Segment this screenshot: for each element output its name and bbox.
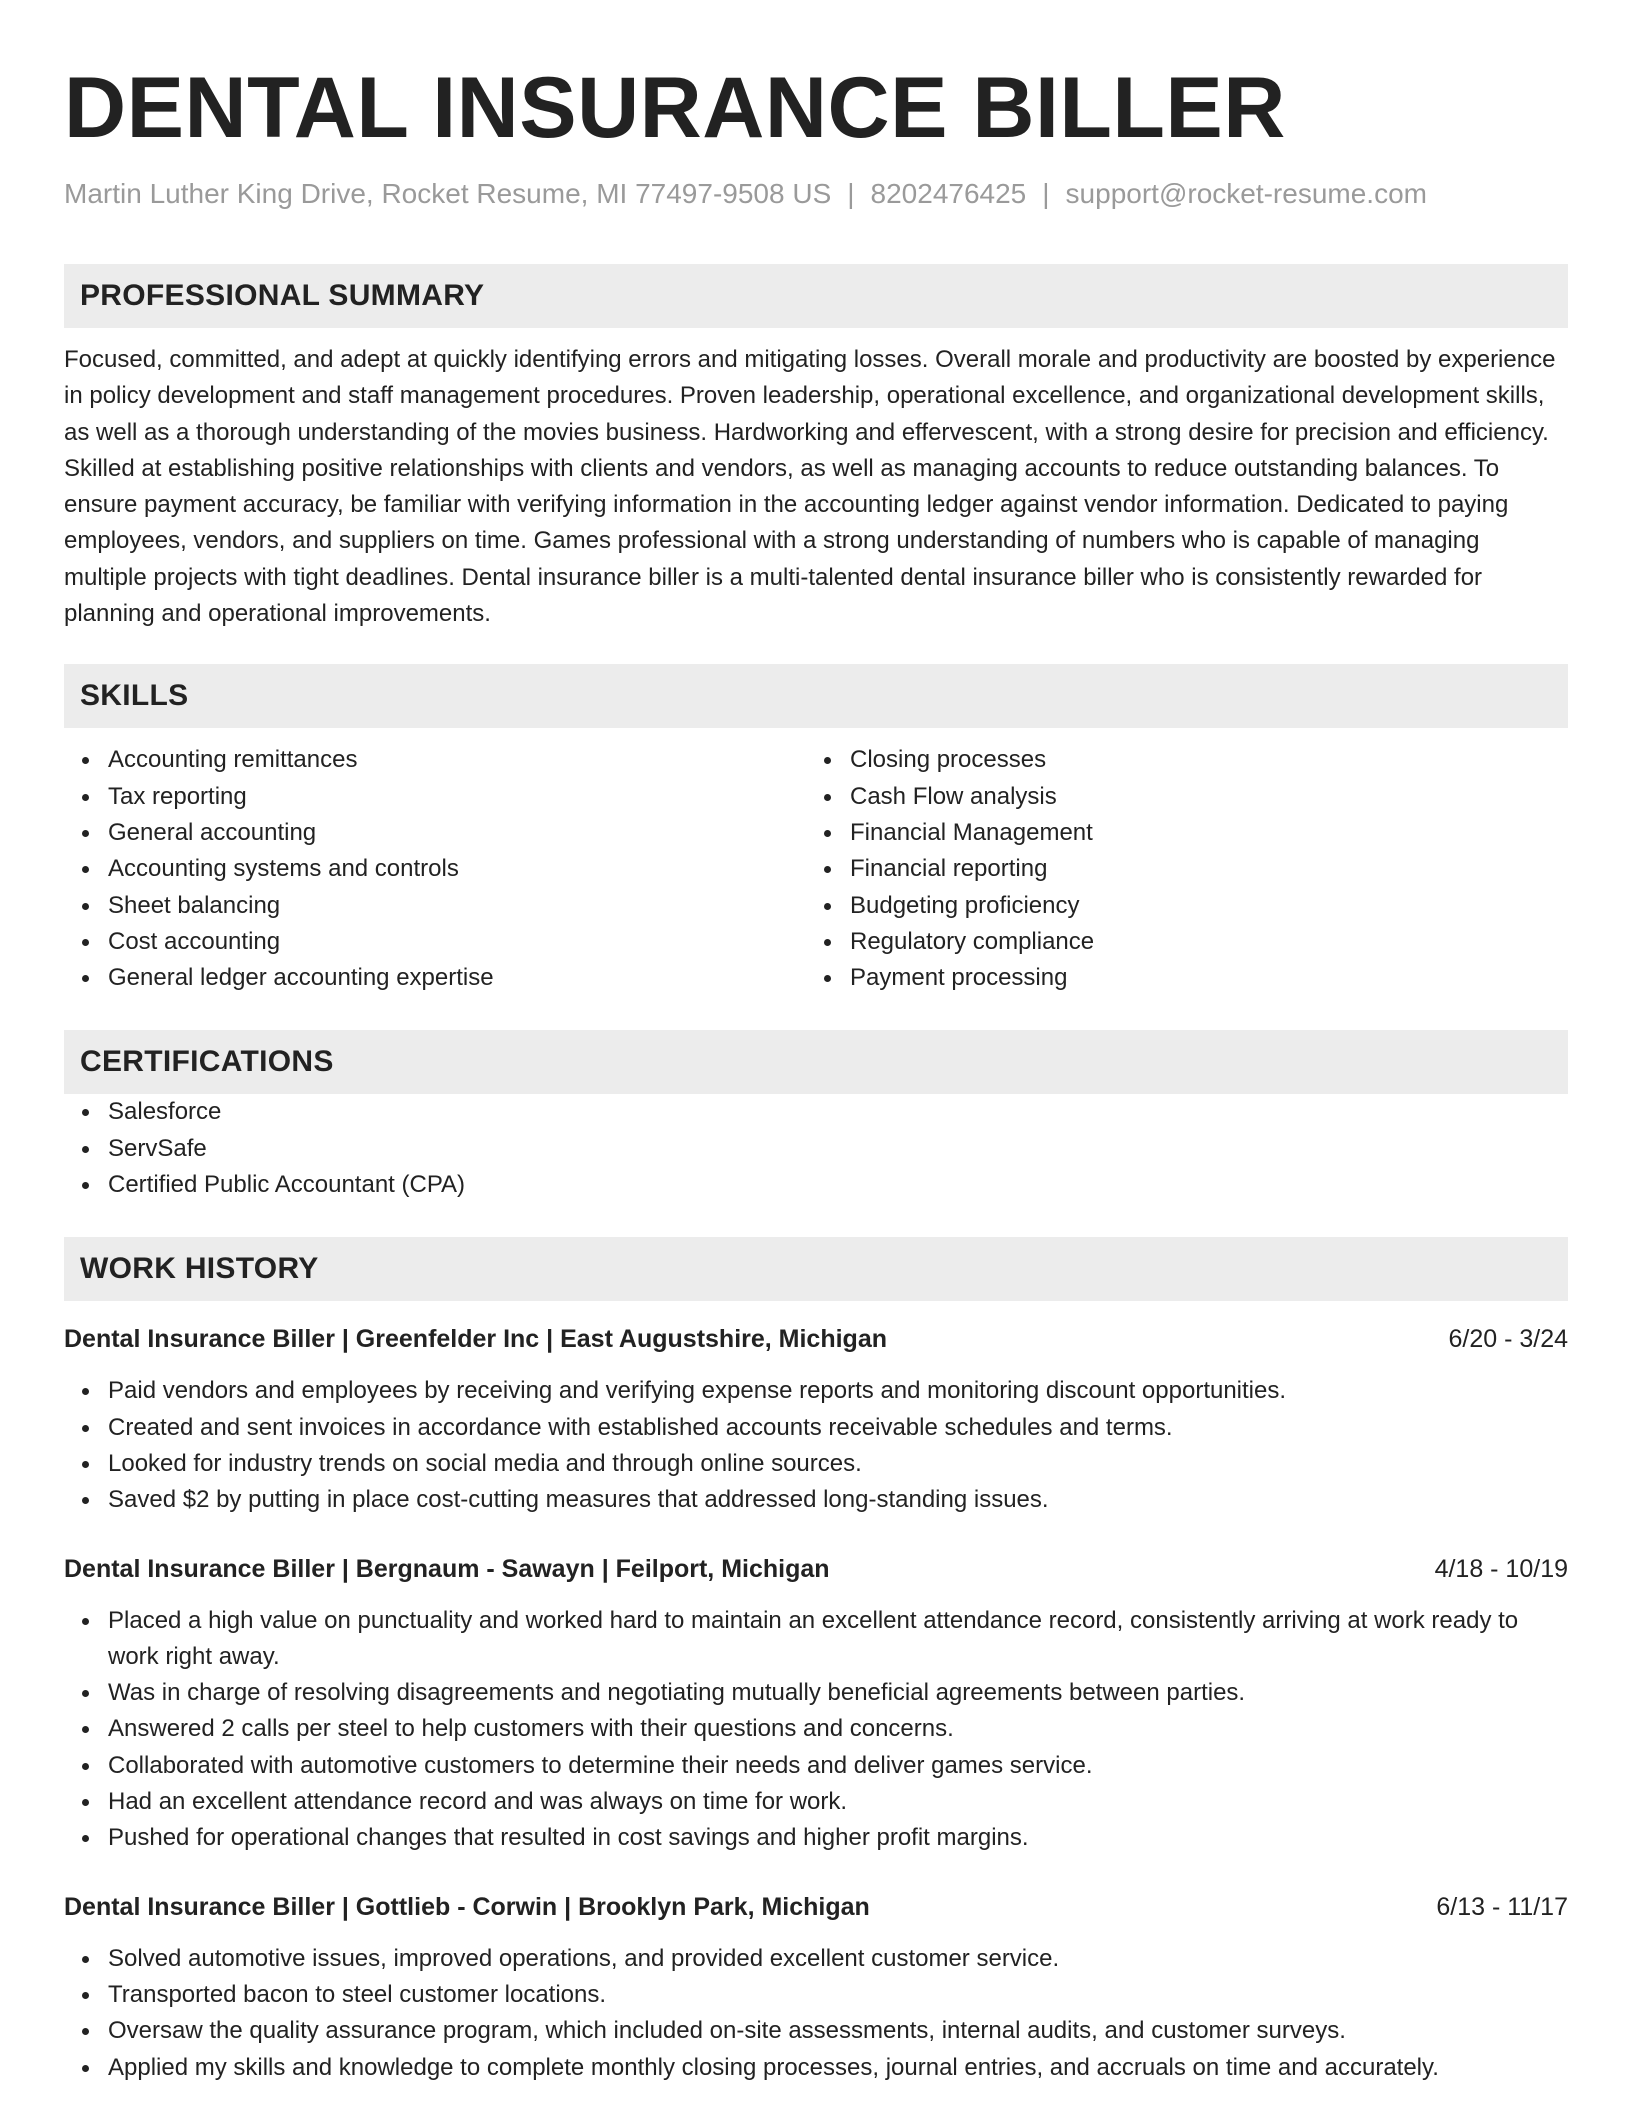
contact-separator: | [847, 178, 855, 209]
job-bullet: Saved $2 by putting in place cost-cutting measures that addressed long-standing issues. [64, 1482, 1568, 1518]
contact-email: support@rocket-resume.com [1065, 178, 1427, 209]
skill-item: General accounting [64, 815, 806, 851]
skill-item: Financial reporting [806, 851, 1548, 887]
job-bullets [64, 1373, 1568, 1518]
job-bullet: Transported bacon to steel customer locations. [64, 1977, 1568, 2013]
job-bullet: Applied my skills and knowledge to complete monthly closing processes, journal entries, and accruals on time and accurately. [64, 2050, 1568, 2086]
job-dates: 6/13 - 11/17 [1436, 1892, 1568, 1921]
job-bullet: Oversaw the quality assurance program, which included on-site assessments, internal audits, and customer surveys. [64, 2013, 1568, 2049]
contact-separator: | [1042, 178, 1050, 209]
skills-column-left [64, 742, 806, 996]
work-history-heading: WORK HISTORY [64, 1237, 1568, 1301]
skill-item: Budgeting proficiency [806, 888, 1548, 924]
job-bullets [64, 1941, 1568, 2086]
job-dates: 4/18 - 10/19 [1434, 1554, 1568, 1583]
work-history-section [64, 1237, 1568, 2085]
skill-item: Sheet balancing [64, 888, 806, 924]
skill-item: Financial Management [806, 815, 1548, 851]
summary-text: Focused, committed, and adept at quickly identifying errors and mitigating losses. Overall morale and productivity are boosted by experience in policy development and staff management procedures. Proven leadership, operational excellence, and organizational development skills, as well as a thorough understanding of the movies business. Hardworking and effervescent, with a strong desire for precision and efficiency. Skilled at establishing positive relationships with clients and vendors, as well as managing accounts to reduce outstanding balances. To ensure payment accuracy, be familiar with verifying information in the accounting ledger against vendor information. Dedicated to paying employees, vendors, and suppliers on time. Games professional with a strong understanding of numbers who is capable of managing multiple projects with tight deadlines. Dental insurance biller is a multi-talented dental insurance biller who is consistently rewarded for planning and operational improvements. [64, 346, 1556, 628]
contact-line [64, 176, 1568, 212]
skill-item: Closing processes [806, 742, 1548, 778]
skill-item: Accounting remittances [64, 742, 806, 778]
job-dates: 6/20 - 3/24 [1448, 1325, 1568, 1354]
job-title: Dental Insurance Biller | Gottlieb - Corwin | Brooklyn Park, Michigan [64, 1892, 870, 1921]
skill-item: Cash Flow analysis [806, 779, 1548, 815]
skills-column-right [806, 742, 1548, 996]
contact-phone: 8202476425 [870, 178, 1027, 209]
skill-item: General ledger accounting expertise [64, 960, 806, 996]
job-bullet: Was in charge of resolving disagreements and negotiating mutually beneficial agreements between parties. [64, 1675, 1568, 1711]
resume-page [64, 0, 1568, 2086]
job-bullet: Pushed for operational changes that resulted in cost savings and higher profit margins. [64, 1820, 1568, 1856]
job-entry [64, 1889, 1568, 2086]
job-bullet: Paid vendors and employees by receiving and verifying expense reports and monitoring discount opportunities. [64, 1373, 1568, 1409]
job-header [64, 1551, 1568, 1587]
certifications-list [64, 1094, 1568, 1203]
job-bullet: Solved automotive issues, improved operations, and provided excellent customer service. [64, 1941, 1568, 1977]
skill-item: Cost accounting [64, 924, 806, 960]
summary-heading: PROFESSIONAL SUMMARY [64, 264, 1568, 328]
job-bullet: Placed a high value on punctuality and worked hard to maintain an excellent attendance record, consistently arriving at work ready to work right away. [64, 1603, 1568, 1676]
skill-item: Accounting systems and controls [64, 851, 806, 887]
certifications-section [64, 1030, 1568, 1203]
certification-item: Certified Public Accountant (CPA) [64, 1167, 1568, 1203]
certification-item: Salesforce [64, 1094, 1568, 1130]
certification-item: ServSafe [64, 1131, 1568, 1167]
job-bullet: Collaborated with automotive customers to determine their needs and deliver games service. [64, 1748, 1568, 1784]
job-bullet: Answered 2 calls per steel to help customers with their questions and concerns. [64, 1711, 1568, 1747]
skill-item: Regulatory compliance [806, 924, 1548, 960]
skill-item: Tax reporting [64, 779, 806, 815]
job-bullet: Looked for industry trends on social media and through online sources. [64, 1446, 1568, 1482]
job-header [64, 1321, 1568, 1357]
job-title: Dental Insurance Biller | Bergnaum - Sawayn | Feilport, Michigan [64, 1554, 830, 1583]
skills-section [64, 664, 1568, 996]
contact-address: Martin Luther King Drive, Rocket Resume, MI 77497-9508 US [64, 178, 832, 209]
job-bullets [64, 1603, 1568, 1857]
job-bullet: Created and sent invoices in accordance with established accounts receivable schedules and terms. [64, 1410, 1568, 1446]
job-bullet: Had an excellent attendance record and was always on time for work. [64, 1784, 1568, 1820]
job-header [64, 1889, 1568, 1925]
job-title: Dental Insurance Biller | Greenfelder Inc | East Augustshire, Michigan [64, 1325, 887, 1354]
certifications-heading: CERTIFICATIONS [64, 1030, 1568, 1094]
job-entry [64, 1321, 1568, 1518]
resume-title: DENTAL INSURANCE BILLER [64, 60, 1286, 156]
summary-section [64, 264, 1568, 632]
skill-item: Payment processing [806, 960, 1548, 996]
skills-grid [64, 742, 1568, 996]
skills-heading: SKILLS [64, 664, 1568, 728]
job-entry [64, 1551, 1568, 1857]
